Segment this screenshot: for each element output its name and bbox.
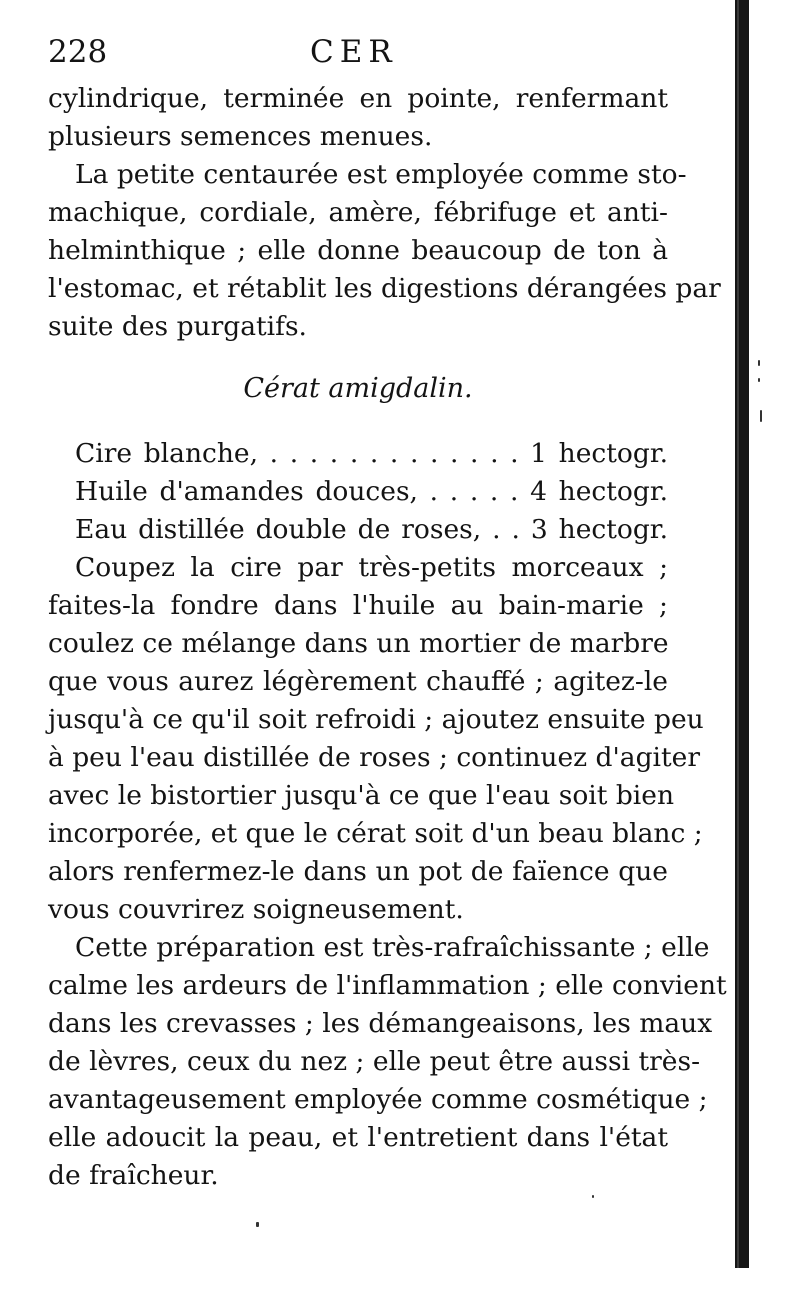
text-line: dans les crevasses ; les démangeaisons, les maux (48, 1008, 713, 1039)
text-line: jusqu'à ce qu'il soit refroidi ; ajoutez ensuite peu (48, 704, 704, 735)
text-line: La petite centaurée est employée comme sto- (75, 159, 687, 190)
recipe-line: Huile d'amandes douces, . . . . . 4 hectogr. (75, 476, 668, 507)
recipe-line: Cire blanche, . . . . . . . . . . . . . 1 hectogr. (75, 438, 668, 469)
text-line: avantageusement employée comme cosmétique ; (48, 1084, 708, 1115)
text-line: alors renfermez-le dans un pot de faïence que (48, 856, 668, 887)
text-line: faites-la fondre dans l'huile au bain-marie ; (48, 590, 668, 621)
text-line: de lèvres, ceux du nez ; elle peut être aussi très- (48, 1046, 701, 1077)
text-line: avec le bistortier jusqu'à ce que l'eau soit bien (48, 780, 675, 811)
text-line: de fraîcheur. (48, 1160, 219, 1191)
text-line: suite des purgatifs. (48, 311, 307, 342)
text-line: Cette préparation est très-rafraîchissante ; elle (75, 932, 710, 963)
running-title: CER (310, 34, 398, 70)
text-line: cylindrique, terminée en pointe, renfermant (48, 83, 668, 114)
margin-speck (758, 360, 760, 366)
text-line: helminthique ; elle donne beaucoup de ton à (48, 235, 668, 266)
margin-speck (256, 1222, 259, 1227)
text-line: l'estomac, et rétablit les digestions dérangées par (48, 273, 721, 304)
text-line: coulez ce mélange dans un mortier de marbre (48, 628, 669, 659)
text-line: Coupez la cire par très-petits morceaux ; (75, 552, 668, 583)
text-line: que vous aurez légèrement chauffé ; agitez-le (48, 666, 668, 697)
section-heading: Cérat amigdalin. (243, 373, 473, 404)
recipe-line: Eau distillée double de roses, . . 3 hectogr. (75, 514, 668, 545)
text-line: calme les ardeurs de l'inflammation ; elle convient (48, 970, 727, 1001)
margin-speck (760, 410, 762, 422)
page-edge-bar (735, 0, 749, 1268)
page-number: 228 (48, 34, 108, 70)
page-header (48, 30, 668, 74)
margin-speck (592, 1195, 594, 1198)
text-line: incorporée, et que le cérat soit d'un beau blanc ; (48, 818, 703, 849)
margin-speck (758, 378, 760, 382)
text-line: à peu l'eau distillée de roses ; continuez d'agiter (48, 742, 701, 773)
text-line: elle adoucit la peau, et l'entretient dans l'état (48, 1122, 668, 1153)
text-line: machique, cordiale, amère, fébrifuge et anti- (48, 197, 668, 228)
text-line: vous couvrirez soigneusement. (48, 894, 464, 925)
text-line: plusieurs semences menues. (48, 121, 433, 152)
